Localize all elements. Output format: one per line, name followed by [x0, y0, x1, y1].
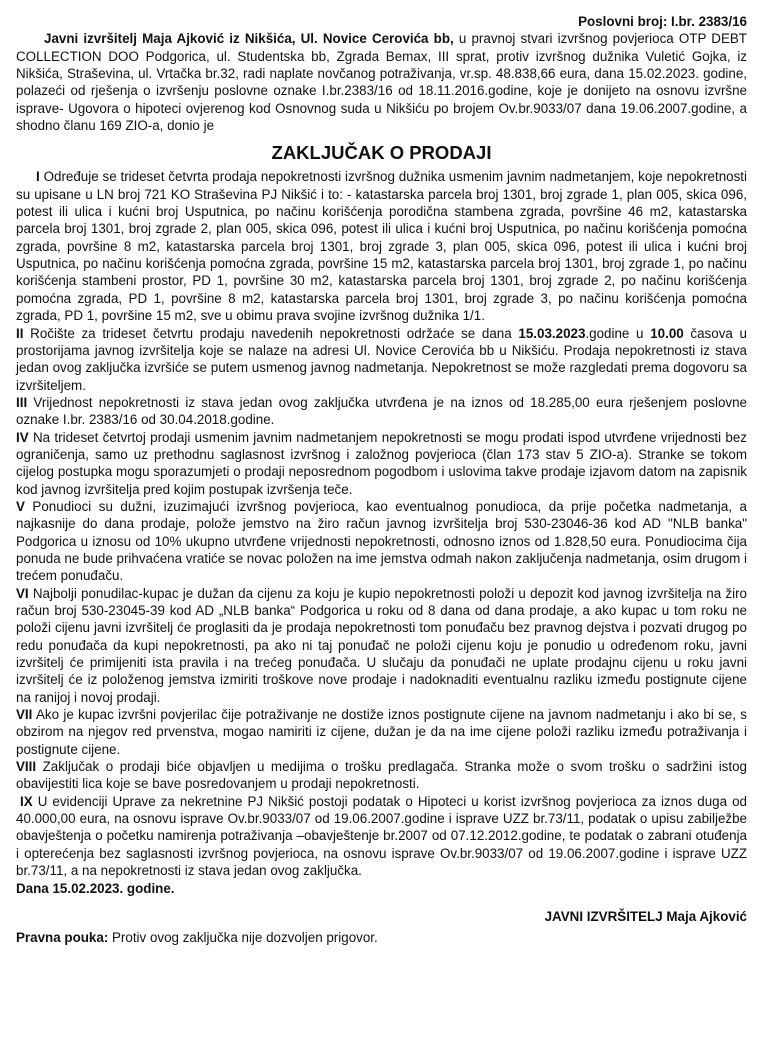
- section-6: [16, 585, 747, 706]
- section-1: [16, 168, 747, 324]
- section-3: [16, 394, 747, 429]
- section-2-text-a: Ročište za trideset četvrtu prodaju navedenih nepokretnosti održaće se dana: [23, 325, 519, 341]
- section-2-text-c: časova u prostorijama javnog izvršitelja koje se nalaze na adresi Ul. Novice Cerovića bb u Nikšiću. Prodaja nepokretnosti iz stava jedan ovog zaključka izvršiće se putem usmenog javnog nadmetanja. Nepokretnost se može razgledati prema dogovoru sa izvršiteljem.: [16, 325, 747, 393]
- section-9: [16, 793, 747, 880]
- date-line: [16, 880, 747, 897]
- section-2-number: II: [16, 325, 24, 341]
- section-6-text: Najbolji ponudilac-kupac je dužan da cijenu za koju je kupio nepokretnosti položi u depozit kod javnog izvršitelja na žiro račun broj 530-23045-39 kod AD „NLB banka“ Podgorica u roku od 8 dana od dana prodaje, a ako kupac u tom roku ne položi cijenu javni izvršitelj će proglasiti da je prodaja nepokretnosti tom ponuđaču bez pravnog dejstva i pozvati drugog po redu ponuđača da kupi nepokretnosti, pa ako ni taj ponuđač ne položi cijenu koju je ponudio u određenom roku, javni izvršitelj će primijeniti ista pravila i na trećeg ponuđača. U slučaju da ponuđači ne uplate prodajnu cijenu u roku javni izvršitelj će iz položenog jemstva izmiriti troškove nove prodaje i nadoknaditi eventualnu razliku između postignute cijene na ranijoj i novoj prodaji.: [16, 585, 747, 705]
- document-number: Poslovni broj: I.br. 2383/16: [578, 14, 747, 29]
- section-6-number: VI: [16, 585, 29, 601]
- section-9-number: IX: [20, 793, 33, 809]
- section-4: [16, 429, 747, 498]
- intro-enforcer: Javni izvršitelj Maja Ajković iz Nikšića, Ul. Novice Cerovića bb,: [44, 31, 454, 47]
- section-2-text-b: .godine u: [585, 325, 651, 341]
- section-8: [16, 758, 747, 793]
- section-7: [16, 706, 747, 758]
- section-7-text: Ako je kupac izvršni povjerilac čije potraživanje ne dostiže iznos postignute cijene na javnom nadmetanju i ako bi se, s obzirom na njegov red prvenstva, mogao namiriti iz cijene, dužan je da na ime cijene položi razliku između potraživanja i postignute cijene.: [16, 707, 747, 757]
- signature: JAVNI IZVRŠITELJ Maja Ajković: [544, 908, 747, 924]
- auction-date: 15.03.2023: [518, 325, 586, 341]
- section-8-number: VIII: [16, 759, 37, 775]
- legal-notice-label: Pravna pouka:: [16, 930, 109, 946]
- legal-notice: [16, 929, 747, 946]
- auction-time: 10.00: [650, 325, 684, 341]
- document-title: ZAKLJUČAK O PRODAJI: [271, 142, 492, 164]
- section-5-number: V: [16, 498, 25, 514]
- section-2: [16, 325, 747, 394]
- intro-text: u pravnoj stvari izvršnog povjerioca OTP DEBT COLLECTION DOO Podgorica, ul. Studentska bb, Zgrada Bemax, III sprat, protiv izvršnog dužnika Vuletić Gojka, iz Nikšića, Straševina, ul. Vrtačka br.32, radi naplate novčanog potraživanja, vr.sp. 48.838,66 eura, dana 15.02.2023. godine, polazeći od rješenja o izvršenju poslovne oznake I.br.2383/16 od 18.11.2016.godine, koje je donijeto na osnovu izvršne isprave- Ugovora o hipoteci ovjerenog kod Osnovnog suda u Nikšiću po brojem Ov.br.9033/07 dana 19.06.2007.godine, a shodno članu 169 ZIO-a, donio je: [16, 31, 747, 134]
- intro-paragraph: [16, 30, 747, 134]
- legal-notice-text: Protiv ovog zaključka nije dozvoljen prigovor.: [108, 930, 378, 946]
- section-4-number: IV: [16, 429, 29, 445]
- section-3-number: III: [16, 394, 28, 410]
- section-9-text: U evidenciji Uprave za nekretnine PJ Nikšić postoji podatak o Hipoteci u korist izvršnog povjerioca za iznos duga od 40.000,00 eura, na osnovu isprave Ov.br.9033/07 od 19.06.2007.godine i isprave UZZ br.73/11, podatak o upisu zabilježbe obavještenja o početku namirenja potraživanja –obavještenje br.2007 od 07.12.2012.godine, te podatak o zabrani otuđenja i opterećenja bez saglasnosti izvršnog povjerioca, na osnovu isprave Ov.br.9033/07 od 19.06.2007.godine i isprave UZZ br.73/11, a na nepokretnosti iz stava jedan ovog zaključka.: [16, 793, 747, 879]
- section-1-number: I: [36, 169, 40, 185]
- section-5: [16, 498, 747, 585]
- section-3-text: Vrijednost nepokretnosti iz stava jedan ovog zaključka utvrđena je na iznos od 18.285,00 eura rješenjem poslovne oznake I.br. 2383/16 od 30.04.2018.godine.: [16, 394, 747, 428]
- section-8-text: Zaključak o prodaji biće objavljen u medijima o trošku predlagača. Stranka može o svom trošku o sadržini istog obavijestiti lica koje se bave posredovanjem u prodaji nepokretnosti.: [16, 759, 747, 792]
- section-4-text: Na trideset četvrtoj prodaji usmenim javnim nadmetanjem nepokretnosti se mogu prodati ispod utvrđene vrijednosti bez ograničenja, samo uz prethodnu saglasnost izvršnog i založnog povjerioca (član 173 stav 5 ZIO-a). Stranke se tokom cijelog postupka mogu sporazumjeti o prodaji neposrednom pogodbom i uslovima takve prodaje izjavom datom na zapisnik kod javnog izvršitelja pred kojim postupak izvršenja teče.: [16, 429, 747, 497]
- section-5-text: Ponudioci su dužni, izuzimajući izvršnog povjerioca, kao eventualnog ponudioca, da prije početka nadmetanja, a najkasnije do dana prodaje, polože jemstvo na žiro račun javnog izvršitelja broj 530-23046-36 kod AD "NLB banka" Podgorica u iznosu od 10% ukupno utvrđene vrijednosti nepokretnosti, odnosno iznos od 1.828,50 eura. Ponudiocima čija ponuda ne bude prihvaćena vratiće se novac položen na ime jemstva odmah nakon zaključenja nadmetanja, osim drugom i trećem ponuđaču.: [16, 498, 747, 584]
- section-7-number: VII: [16, 707, 33, 723]
- section-1-text: Određuje se trideset četvrta prodaja nepokretnosti izvršnog dužnika usmenim javnim nadmetanjem, koje nepokretnosti su upisane u LN broj 721 KO Straševina PJ Nikšić i to: - katastarska parcela broj 1301, broj zgrade 1, plan 005, skica 096, potest ili ulica i kućni broj Usputnica, po načinu korišćenja porodična stambena zgrada, površine 46 m2, katastarska parcela broj 1301, broj zgrade 2, plan 005, skica 096, potest ili ulica i kućni broj Usputnica, po načinu korišćenja pomoćna zgrada, površine 8 m2, katastarska parcela broj 1301, broj zgrade 3, plan 005, skica 096, potest ili ulica i kućni broj Usputnica, po načinu korišćenja pomoćna zgrada, površine 15 m2, katastarska parcela broj 1301, broj zgrade 1, po načinu korišćenja stambeni prostor, PD 1, površine 30 m2, katastarska parcela broj 1301, broj zgrade 2, po načinu korišćenja pomoćna zgrada, PD 1, površine 8 m2, katastarska parcela broj 1301, broj zgrade 3, po načinu korišćenja pomoćna zgrada, PD 1, površine 15 m2, sve u obimu prava svojine izvršnog dužnika 1/1.: [16, 169, 747, 324]
- date-line-text: Dana 15.02.2023. godine.: [16, 880, 175, 896]
